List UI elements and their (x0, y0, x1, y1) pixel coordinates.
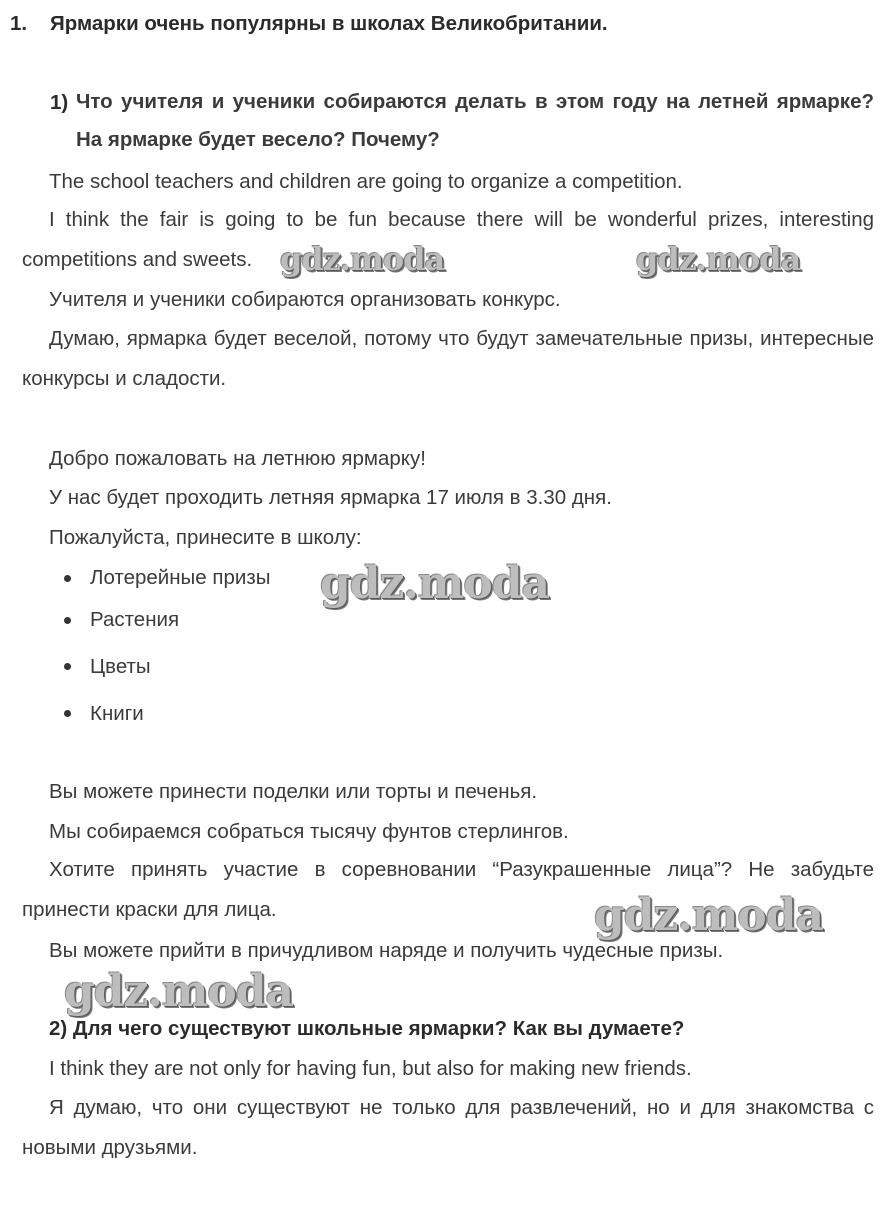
answer-q2-ru: Я думаю, что они существуют не только для развлечений, но и для знакомства с новыми друзьями. (22, 1096, 874, 1159)
watermark-logo: gdz.moda (320, 558, 550, 609)
answer-ru-2: Думаю, ярмарка будет веселой, потому что будут замечательные призы, интересные конкурсы и сладости. (22, 327, 874, 390)
list-item-label: Цветы (90, 655, 151, 678)
task-number: 1. (10, 12, 28, 35)
poster-crafts: Вы можете принести поделки или торты и печенья. (49, 780, 538, 803)
question-1-number: 1) (50, 91, 69, 114)
watermark-logo: gdz.moda (280, 240, 445, 278)
bullet-icon (64, 575, 71, 582)
task-title: Ярмарки очень популярны в школах Великобритании. (50, 12, 608, 35)
answer-en-1: The school teachers and children are going to organize a competition. (49, 170, 683, 193)
list-item-label: Растения (90, 608, 180, 631)
poster-welcome: Добро пожаловать на летнюю ярмарку! (49, 447, 426, 470)
poster-face-paint: Хотите принять участие в соревновании “Разукрашенные лица”? Не забудьте принести краски для лица. (22, 858, 874, 921)
watermark-logo: gdz.moda (594, 890, 824, 941)
watermark-logo: gdz.moda (636, 240, 801, 278)
poster-bring: Пожалуйста, принесите в школу: (49, 526, 362, 549)
answer-en-2: I think the fair is going to be fun because there will be wonderful prizes, interesting competitions and sweets. (22, 208, 874, 271)
list-item-label: Лотерейные призы (90, 566, 271, 589)
question-2-text: 2) Для чего существуют школьные ярмарки? Как вы думаете? (49, 1017, 685, 1040)
list-item-label: Книги (90, 702, 144, 725)
bullet-icon (64, 663, 71, 670)
answer-q2-en: I think they are not only for having fun, but also for making new friends. (49, 1057, 692, 1080)
watermark-logo: gdz.moda (64, 966, 294, 1017)
bullet-icon (64, 617, 71, 624)
answer-ru-1: Учителя и ученики собираются организовать конкурс. (49, 288, 561, 311)
poster-goal: Мы собираемся собраться тысячу фунтов стерлингов. (49, 820, 569, 843)
poster-when: У нас будет проходить летняя ярмарка 17 июля в 3.30 дня. (49, 486, 612, 509)
question-1-text: Что учителя и ученики собираются делать в этом году на летней ярмарке? На ярмарке будет весело? Почему? (76, 90, 874, 151)
poster-costume: Вы можете прийти в причудливом наряде и получить чудесные призы. (49, 939, 724, 962)
bullet-icon (64, 710, 71, 717)
